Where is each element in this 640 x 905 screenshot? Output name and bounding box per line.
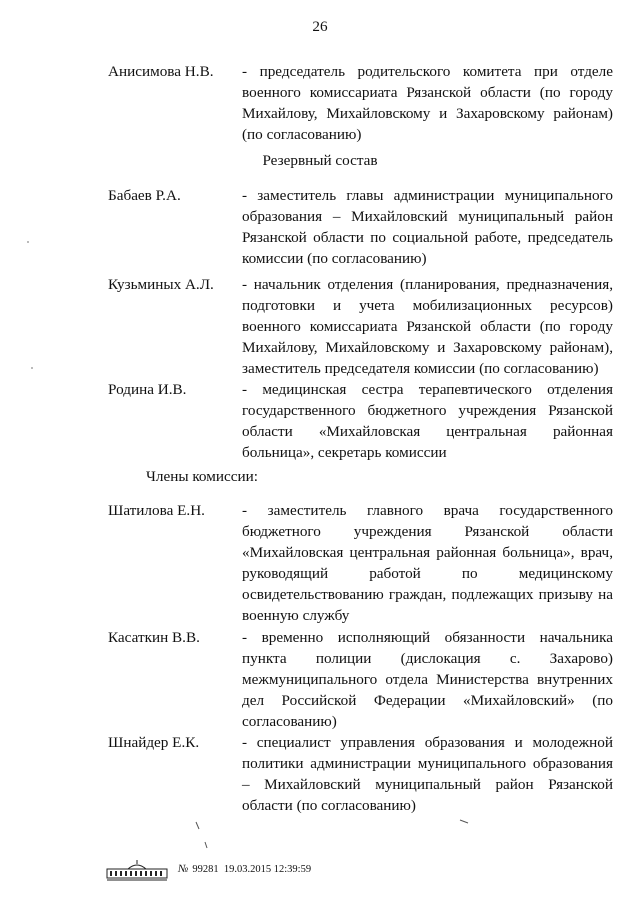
reserve-heading: Резервный состав bbox=[262, 152, 378, 169]
entry-description: - заместитель главного врача государственного бюджетного учреждения Рязанской области «Михайловская центральная районная больница», врач, руководящий работой по медицинскому освидетельствованию граждан, подлежащих призыву на военную службу bbox=[242, 502, 613, 624]
footer bbox=[106, 858, 311, 880]
entry-description: - временно исполняющий обязанности начальника пункта полиции (дислокация с. Захарово) межмуниципального отдела Министерства внутренних дел Российской Федерации «Михайловский» (по согласованию) bbox=[242, 629, 613, 730]
entry-description: - заместитель главы администрации муниципального образования – Михайловский муниципальный район Рязанской области по социальной работе, председатель комиссии (по согласованию) bbox=[242, 187, 613, 267]
entry-description: - председатель родительского комитета при отделе военного комиссариата Рязанской области (по городу Михайлову, Михайловскому и Захаровскому районам) (по согласованию) bbox=[242, 63, 613, 143]
entry-name: Родина И.В. bbox=[108, 381, 187, 398]
entry-description: - специалист управления образования и молодежной политики администрации муниципального образования – Михайловский муниципальный район Рязанской области (по согласованию) bbox=[242, 734, 613, 814]
page-number: 26 bbox=[312, 18, 328, 35]
document-registration bbox=[178, 859, 311, 880]
entry-name: Касаткин В.В. bbox=[108, 629, 200, 646]
entry-description: - медицинская сестра терапевтического отделения государственного бюджетного учреждения Рязанской области «Михайловская центральная районная больница», секретарь комиссии bbox=[242, 381, 613, 461]
registry-stamp-icon bbox=[106, 859, 168, 879]
entry-name: Кузьминых А.Л. bbox=[108, 276, 214, 293]
members-heading: Члены комиссии: bbox=[146, 468, 258, 485]
entry-name: Шнайдер Е.К. bbox=[108, 734, 200, 751]
number-sign: № bbox=[178, 862, 189, 875]
entry-name: Бабаев Р.А. bbox=[108, 187, 181, 204]
entry-description: - начальник отделения (планирования, предназначения, подготовки и учета мобилизационных ресурсов) военного комиссариата Рязанской области (по городу Михайлову, Михайловскому и Захаровскому районам), заместитель председателя комиссии (по согласованию) bbox=[242, 276, 613, 377]
entry-name: Шатилова Е.Н. bbox=[108, 502, 205, 519]
document-timestamp: 19.03.2015 12:39:59 bbox=[223, 863, 312, 875]
entry-name: Анисимова Н.В. bbox=[108, 63, 214, 80]
document-number: 99281 bbox=[192, 863, 219, 875]
